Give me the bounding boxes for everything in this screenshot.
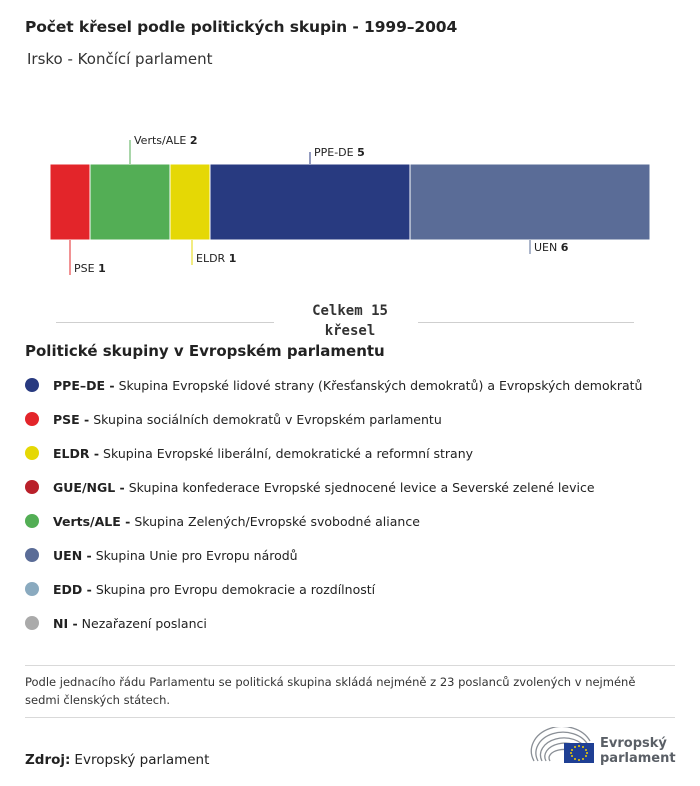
legend-description: Skupina Zelených/Evropské svobodné aliance bbox=[134, 513, 420, 529]
source-value: Evropský parlament bbox=[74, 752, 210, 768]
bar-segment bbox=[50, 164, 90, 240]
european-parliament-logo bbox=[528, 727, 678, 771]
divider bbox=[25, 717, 675, 718]
legend-description: Skupina konfederace Evropské sjednocené levice a Severské zelené levice bbox=[128, 479, 595, 495]
hemicycle-icon bbox=[528, 727, 598, 771]
legend-code: Verts/ALE - bbox=[53, 513, 131, 529]
legend-dot-icon bbox=[25, 514, 39, 528]
legend-item bbox=[25, 402, 685, 436]
legend-dot-icon bbox=[25, 412, 39, 426]
legend-description: Skupina pro Evropu demokracie a rozdílností bbox=[95, 581, 376, 597]
logo-line-2: parlament bbox=[600, 751, 676, 766]
divider bbox=[25, 665, 675, 666]
legend-dot-icon bbox=[25, 616, 39, 630]
footnote: Podle jednacího řádu Parlamentu se politická skupina skládá nejméně z 23 poslanců zvolených v nejméně sedmi členských státech. bbox=[25, 675, 636, 707]
legend-code: EDD - bbox=[53, 581, 92, 597]
legend-description: Skupina Evropské lidové strany (Křesťanských demokratů) a Evropských demokratů bbox=[118, 377, 643, 393]
data-label: UEN 6 bbox=[534, 241, 569, 254]
legend-dot-icon bbox=[25, 378, 39, 392]
data-label: PPE-DE 5 bbox=[314, 146, 365, 159]
legend-item bbox=[25, 470, 685, 504]
legend-dot-icon bbox=[25, 480, 39, 494]
legend-description: Skupina sociálních demokratů v Evropském parlamentu bbox=[93, 411, 442, 427]
legend-item bbox=[25, 572, 685, 606]
bar-segment bbox=[410, 164, 650, 240]
total-divider-left bbox=[56, 322, 274, 323]
legend bbox=[25, 368, 685, 640]
legend-code: GUE/NGL - bbox=[53, 479, 125, 495]
legend-description: Nezařazení poslanci bbox=[81, 615, 207, 631]
data-label: PSE 1 bbox=[74, 262, 106, 275]
data-label: ELDR 1 bbox=[196, 252, 237, 265]
source-label: Zdroj: bbox=[25, 752, 71, 768]
legend-code: UEN - bbox=[53, 547, 92, 563]
bar-segment bbox=[210, 164, 410, 240]
legend-code: PPE–DE - bbox=[53, 377, 115, 393]
total-label: Celkem 15 bbox=[312, 303, 388, 319]
total-seats bbox=[275, 301, 425, 341]
logo-line-1: Evropský bbox=[600, 736, 667, 751]
legend-code: ELDR - bbox=[53, 445, 100, 461]
legend-description: Skupina Unie pro Evropu národů bbox=[95, 547, 298, 563]
total-unit: křesel bbox=[324, 323, 376, 339]
data-label: Verts/ALE 2 bbox=[134, 134, 198, 147]
legend-code: NI - bbox=[53, 615, 78, 631]
legend-code: PSE - bbox=[53, 411, 90, 427]
chart-subtitle: Irsko - Končící parlament bbox=[27, 50, 213, 68]
legend-description: Skupina Evropské liberální, demokratické a reformní strany bbox=[103, 445, 474, 461]
chart-title: Počet křesel podle politických skupin - 1999–2004 bbox=[25, 18, 458, 36]
total-divider-right bbox=[418, 322, 634, 323]
legend-item bbox=[25, 606, 685, 640]
legend-item bbox=[25, 538, 685, 572]
legend-item bbox=[25, 504, 685, 538]
logo-text bbox=[600, 736, 676, 766]
source bbox=[25, 752, 209, 768]
legend-dot-icon bbox=[25, 548, 39, 562]
legend-item bbox=[25, 436, 685, 470]
legend-dot-icon bbox=[25, 582, 39, 596]
legend-item bbox=[25, 368, 685, 402]
stacked-bar-chart bbox=[0, 0, 700, 300]
legend-title: Politické skupiny v Evropském parlamentu bbox=[25, 342, 385, 360]
bar-segment bbox=[90, 164, 170, 240]
legend-dot-icon bbox=[25, 446, 39, 460]
bar-segment bbox=[170, 164, 210, 240]
